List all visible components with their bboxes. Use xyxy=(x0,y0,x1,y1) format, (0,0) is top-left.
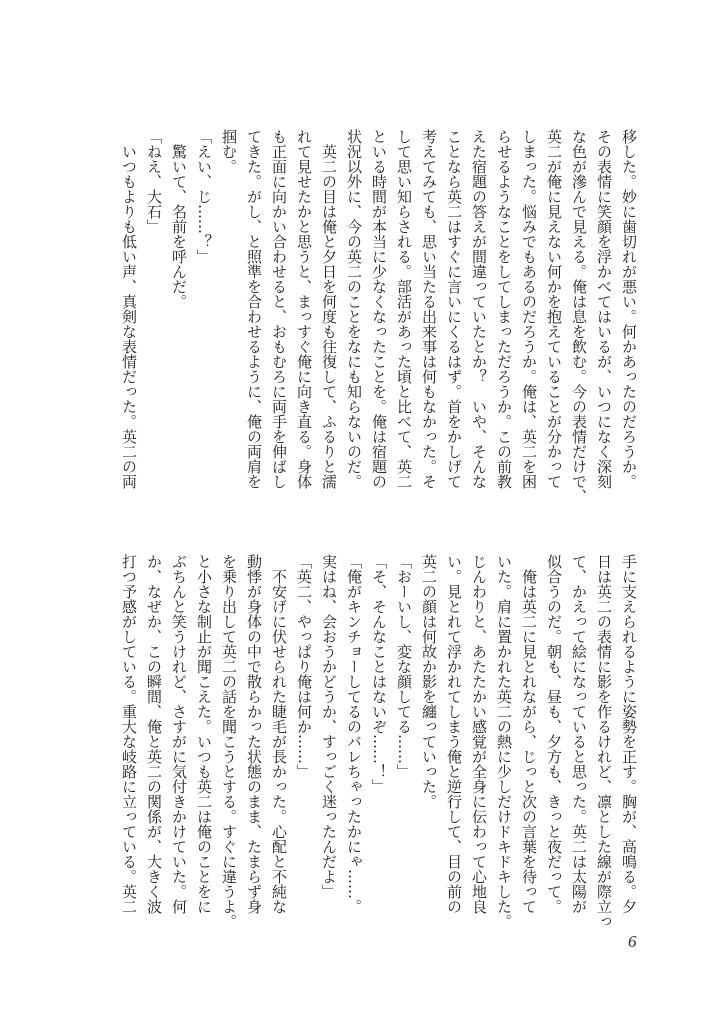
text-line: して思い知らされる。部活があった頃と比べて、英二 xyxy=(395,129,413,489)
text-line: 打つ予感がしている。重大な岐路に立っている。英二 xyxy=(120,554,138,914)
text-line: いつもよりも低い声、真剣な表情だった。英二の両 xyxy=(120,129,138,489)
text-line: 俺は英二に見とれながら、じっと次の言葉を待って xyxy=(520,554,538,914)
text-line: 状況以外に、今の英二のことをなにも知らないのだ。 xyxy=(345,129,363,489)
text-line: を乗り出して英二の話を聞こうとする。すぐに違うよ。 xyxy=(220,554,238,929)
text-line: じんわりと、あたたかい感覚が全身に伝わって心地良 xyxy=(470,554,488,914)
text-line: 似合うのだ。朝も、昼も、夕方も、きっと夜だって。 xyxy=(545,554,563,914)
text-line: 実はね、会おうかどうか、すっごく迷ったんだよ」 xyxy=(320,554,338,899)
text-line: 手に支えられるように姿勢を正す。胸が、高鳴る。夕 xyxy=(620,554,638,914)
text-line: な色が滲んで見える。俺は息を飲む。今の表情だけで、 xyxy=(570,129,588,504)
text-line: 「ねえ、大石」 xyxy=(145,129,163,234)
text-line: らせるようなことをしてしまっただろうか。この前教 xyxy=(495,129,513,489)
text-line: ことなら英二はすぐに言いにくるはず。首をかしげて xyxy=(445,129,463,489)
text-line: 「おーいし、変な顔してる……」 xyxy=(395,554,413,779)
text-line: その表情に笑顔を浮かべてはいるが、いつになく深刻 xyxy=(595,129,613,489)
text-line: といる時間が本当に少なくなったことを。俺は宿題の xyxy=(370,129,388,489)
text-line: 英二の目は俺と夕日を何度も往復して、ふるりと濡 xyxy=(320,129,338,489)
text-line: 不安げに伏せられた睫毛が長かった。心配と不純な xyxy=(270,554,288,914)
text-line: 英二が俺に見えない何かを抱えていることが分かって xyxy=(545,129,563,489)
text-line: 日は英二の表情に影を作るけれど、凛とした線が際立っ xyxy=(595,554,613,929)
text-line: 英二の顔は何故か影を纏っていった。 xyxy=(420,554,438,809)
text-line: 移した。妙に歯切れが悪い。何かあったのだろうか。 xyxy=(620,129,638,489)
text-line: 「えい、じ……？」 xyxy=(195,129,213,264)
text-line: 動悸が身体の中で散らかった状態のまま、たまらず身 xyxy=(245,554,263,914)
text-line: 掴む。 xyxy=(220,129,238,174)
text-line: れて見せたかと思うと、まっすぐ俺に向き直る。身体 xyxy=(295,129,313,489)
text-line: 考えてみても、思い当たる出来事は何もなかった。そ xyxy=(420,129,438,489)
text-line: て、かえって絵になっていると思った。英二は太陽が xyxy=(570,554,588,914)
text-line: ぶちんと笑うけれど、さすがに気付きかけていた。何 xyxy=(170,554,188,914)
text-line: てきた。がし、と照準を合わせるように、俺の両肩を xyxy=(245,129,263,489)
text-line: と小さな制止が聞こえた。いつも英二は俺のことをに xyxy=(195,554,213,914)
text-line: 「俺がキンチョーしてるのバレちゃったかにゃ……。 xyxy=(345,554,363,914)
text-line: も正面に向かい合わせると、おもむろに両手を伸ばし xyxy=(270,129,288,489)
text-block-bottom xyxy=(116,554,641,929)
text-line: か、なぜか、この瞬間、俺と英二の関係が、大きく波 xyxy=(145,554,163,914)
text-block-top xyxy=(116,129,641,504)
text-line: いた。肩に置かれた英二の熱に少しだけドキドキした。 xyxy=(495,554,513,929)
text-line: 「英二、やっぱり俺は何か……」 xyxy=(295,554,313,779)
text-line: 「そ、そんなことはないぞ……！」 xyxy=(370,554,388,794)
text-line: えた宿題の答えが間違っていたとか？ いや、そんな xyxy=(470,129,488,489)
text-line: しまった。悩みでもあるのだろうか。俺は、英二を困 xyxy=(520,129,538,489)
text-line: 驚いて、名前を呼んだ。 xyxy=(170,129,188,309)
text-line: い。見とれて浮かれてしまう俺と逆行して、目の前の xyxy=(445,554,463,914)
page-number: 6 xyxy=(628,932,637,951)
